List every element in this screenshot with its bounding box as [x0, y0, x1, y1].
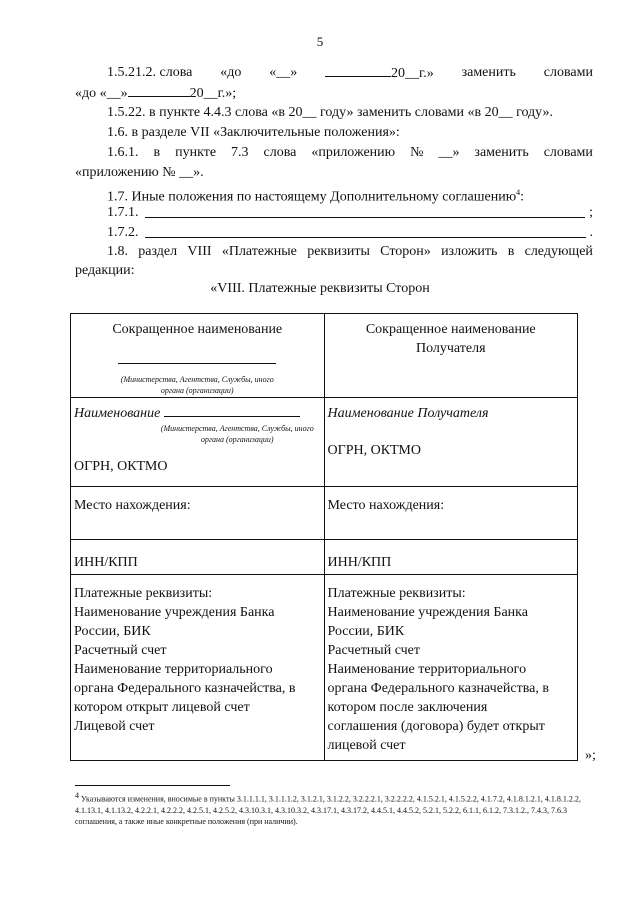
text-part: пункте [175, 145, 217, 160]
text-part: 1.7. Иные положения по настоящему Дополнительному соглашению [107, 189, 517, 205]
page-number: 5 [316, 34, 324, 49]
right-header-line2: Получателя [415, 341, 486, 356]
right-ogrn: ОГРН, ОКТМО [327, 443, 421, 458]
text-part: 20__г.»; [189, 86, 237, 101]
payment-line: России, БИК [327, 624, 405, 639]
text-part: словами [543, 145, 593, 160]
payment-line: Платежные реквизиты: [327, 586, 466, 601]
text-part: __» [438, 145, 460, 160]
right-name-label: Наименование Получателя [327, 406, 489, 421]
text-part: VIII [187, 244, 212, 259]
text-part: слова [263, 145, 297, 160]
left-inn: ИНН/КПП [71, 540, 325, 575]
left-location: Место нахождения: [71, 487, 325, 540]
text-part: заменить [461, 65, 516, 80]
text-part: 1.7.1. [107, 205, 139, 220]
item-1-8 [107, 243, 593, 261]
table-row [71, 487, 578, 540]
text-part: ; [589, 205, 593, 220]
text-part: № [410, 145, 424, 160]
date-blank [325, 64, 434, 83]
text-part: «до «__» [75, 86, 128, 101]
text-part: 1.5.21.2. слова [107, 65, 193, 80]
right-header-cell [324, 314, 578, 398]
left-name-note: (Министерства, Агентства, Службы, иного органа (организации) [160, 424, 314, 444]
date-blank [128, 84, 190, 97]
item-1-6-1 [107, 144, 593, 162]
text-part: Сторон» [380, 244, 431, 259]
underline-blank [164, 404, 300, 417]
left-name-cell [71, 398, 325, 487]
footnote-divider [75, 785, 230, 786]
text-part: «Платежные [221, 244, 297, 259]
footnote [75, 790, 595, 827]
payment-line: Расчетный счет [327, 643, 421, 658]
payment-line: Наименование учреждения Банка [327, 605, 528, 620]
fill-line [145, 224, 586, 238]
table-row [71, 540, 578, 575]
left-name-label: Наименование [74, 406, 161, 421]
item-1-7-1 [107, 204, 593, 222]
item-1-5-21-2 [107, 64, 593, 83]
text-part: изложить [441, 244, 498, 259]
payment-line: Наименование территориального [327, 662, 527, 677]
text-part: 1.8. [107, 244, 128, 259]
requisites-table [70, 313, 578, 761]
closing-quote: »; [585, 748, 596, 763]
section-title: «VIII. Платежные реквизиты Сторон [210, 281, 430, 296]
text-part: : [520, 189, 525, 205]
table-row [71, 575, 578, 761]
footnote-text: Указываются изменения, вносимые в пункты 3.1.1.1.1, 3.1.1.1.2, 3.1.2.1, 3.1.2.2, 3.2.2.2.1, 3.2.2.2.2, 4.1.5.2.1, 4.1.5.2.2, 4.1.7.2, 4.1.8.1.2.1, 4.1.8.1.2.2, 4.1.13.1, 4.1.13.2, 4.2.2.1, 4.2.2.2, 4.2.5.1, 4.2.5.2, 4.3.10.3.1, 4.3.10.3.2, 4.3.17.1, 4.3.17.2, 4.4.5.1, 4.4.5.2, 5.2.1, 5.2.2, 6.1.1, 6.1.2, 7.3.1.2., 7.4.3, 7.6.3 соглашения, а также иные конкретные положения (при наличии). [75, 794, 581, 826]
item-1-6-1-cont: «приложению № __». [75, 165, 204, 180]
right-name-cell [324, 398, 578, 487]
payment-line: органа Федерального казначейства, в [327, 681, 549, 696]
payment-line: лицевой счет [327, 738, 406, 753]
item-1-5-22: 1.5.22. в пункте 4.4.3 слова «в 20__ году» заменить словами «в 20__ году». [107, 105, 554, 120]
item-1-6: 1.6. в разделе VII «Заключительные положения»: [107, 125, 400, 140]
payment-line: Наименование учреждения Банка [74, 605, 275, 620]
table-row [71, 314, 578, 398]
left-payment-cell [71, 575, 325, 761]
item-1-7-2 [107, 224, 593, 242]
text-part: «__» [269, 65, 298, 80]
text-part: следующей [524, 244, 593, 259]
text-part: 1.6.1. [107, 145, 139, 160]
right-header-line1: Сокращенное наименование [365, 322, 536, 337]
text-part: заменить [474, 145, 529, 160]
item-1-5-21-2-cont [75, 84, 593, 103]
text-part: 7.3 [231, 145, 249, 160]
payment-line: котором открыт лицевой счет [74, 700, 250, 715]
left-header-note: (Министерства, Агентства, Службы, иного органа (организации) [120, 375, 274, 395]
fill-line [145, 204, 586, 218]
payment-line: Лицевой счет [74, 719, 155, 734]
text-part: словами [543, 65, 593, 80]
table-row [71, 398, 578, 487]
payment-line: котором после заключения [327, 700, 488, 715]
text-part: в [507, 244, 515, 259]
payment-line: органа Федерального казначейства, в [74, 681, 296, 696]
payment-line: Наименование территориального [74, 662, 273, 677]
left-header-cell [71, 314, 325, 398]
right-inn: ИНН/КПП [324, 540, 578, 575]
right-payment-cell [324, 575, 578, 761]
text-part: в [153, 145, 161, 160]
payment-line: соглашения (договора) будет открыт [327, 719, 545, 734]
text-part: «до [220, 65, 242, 80]
footnote-number: 4 [75, 791, 79, 800]
payment-line: Платежные реквизиты: [74, 586, 213, 601]
text-part: раздел [138, 244, 178, 259]
text-part: «приложению [311, 145, 396, 160]
text-part: 20__г.» [391, 66, 434, 81]
text-part: 1.7.2. [107, 225, 139, 240]
underline-blank [74, 351, 321, 370]
right-location: Место нахождения: [324, 487, 578, 540]
text-part: реквизиты [307, 244, 370, 259]
left-ogrn: ОГРН, ОКТМО [74, 459, 168, 474]
left-header: Сокращенное наименование [112, 322, 283, 337]
item-1-8-cont: редакции: [75, 263, 135, 278]
footnote-ref: 4 [516, 188, 521, 197]
payment-line: России, БИК [74, 624, 151, 639]
payment-line: Расчетный счет [74, 643, 167, 658]
text-part: . [589, 225, 593, 240]
